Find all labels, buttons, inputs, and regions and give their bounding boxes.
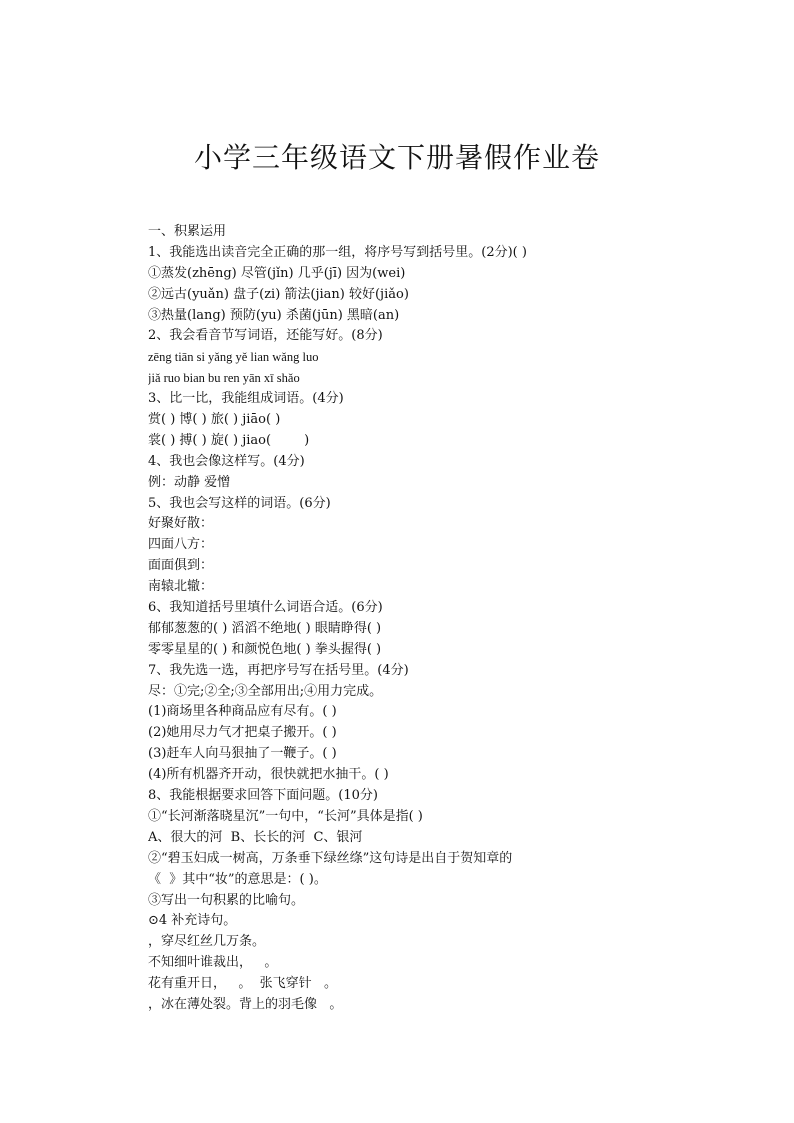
question-3-row-2: 裳( ) 搏( ) 旋( ) jiao( ) xyxy=(148,432,310,448)
question-4: 4、我也会像这样写。(4分) xyxy=(148,453,305,469)
question-6-row-2: 零零星星的( ) 和颜悦色地( ) 拳头握得( ) xyxy=(148,641,382,657)
question-7: 7、我先选一选，再把序号写在括号里。(4分) xyxy=(148,662,409,678)
question-8-choices: A、很大的河 B、长长的河 C、银河 xyxy=(148,829,363,845)
idiom-line-3: 面面俱到： xyxy=(148,558,214,574)
question-8: 8、我能根据要求回答下面问题。(10分) xyxy=(148,788,378,804)
section-heading: 一、积累运用 xyxy=(148,224,227,239)
poem-line-1: ，穿尽红丝几万条。 xyxy=(148,934,266,950)
idiom-line-4: 南辕北辙： xyxy=(148,579,214,595)
question-7-definition: 尽：①完;②全;③全部用出;④用力完成。 xyxy=(148,683,383,699)
idiom-line-1: 好聚好散： xyxy=(148,516,214,532)
document-body xyxy=(148,222,708,1016)
pinyin-line-2: jiǎ ruo bian bu ren yān xī shǎo xyxy=(148,371,300,386)
question-3-row-1: 赏( ) 博( ) 旅( ) jiāo( ) xyxy=(148,412,281,428)
question-4-example: 例：动静 爱憎 xyxy=(148,474,231,490)
question-2: 2、我会看音节写词语，还能写好。(8分) xyxy=(148,328,383,344)
poem-line-3: 花有重开日， 。 张飞穿针 。 xyxy=(148,976,338,992)
question-1-option-2: ②远古(yuǎn) 盘子(zi) 箭法(jian) 较好(jiǎo) xyxy=(148,286,409,302)
poem-line-2: 不知细叶谁裁出， 。 xyxy=(148,955,278,971)
idiom-line-2: 四面八方： xyxy=(148,537,214,553)
question-8-part-2-continued: 《 》其中“妆”的意思是：( )。 xyxy=(148,871,327,887)
pinyin-line-1: zēng tiān si yǎng yě lian wǎng luo xyxy=(148,350,319,365)
question-7-item-4: (4)所有机器齐开动，很快就把水抽干。( ) xyxy=(148,767,389,783)
question-7-item-2: (2)她用尽力气才把桌子搬开。( ) xyxy=(148,725,337,741)
question-8-part-4: ⊙4 补充诗句。 xyxy=(148,913,237,929)
question-8-part-1: ①“长河渐落晓星沉”一句中，“长河”具体是指( ) xyxy=(148,808,423,824)
question-7-item-3: (3)赶车人向马狠抽了一鞭子。( ) xyxy=(148,746,337,762)
question-1-option-1: ①蒸发(zhēng) 尽管(jǐn) 几乎(jī) 因为(wei) xyxy=(148,265,406,281)
question-8-part-2: ②“碧玉妇成一树高，万条垂下绿丝绦”这句诗是出自于贺知章的 xyxy=(148,850,513,866)
question-1-option-3: ③热量(lang) 预防(yu) 杀菌(jūn) 黑暗(an) xyxy=(148,307,400,323)
question-8-part-3: ③写出一句积累的比喻句。 xyxy=(148,892,305,908)
question-5: 5、我也会写这样的词语。(6分) xyxy=(148,495,331,511)
question-6: 6、我知道括号里填什么词语合适。(6分) xyxy=(148,600,383,616)
question-3: 3、比一比，我能组成词语。(4分) xyxy=(148,391,344,407)
poem-line-4: ，冰在薄处裂。背上的羽毛像 。 xyxy=(148,996,343,1012)
question-6-row-1: 郁郁葱葱的( ) 滔滔不绝地( ) 眼睛睁得( ) xyxy=(148,620,382,636)
question-7-item-1: (1)商场里各种商品应有尽有。( ) xyxy=(148,704,337,720)
question-1: 1、我能选出读音完全正确的那一组，将序号写到括号里。(2分)( ) xyxy=(148,244,527,260)
page-title: 小学三年级语文下册暑假作业卷 xyxy=(193,141,600,174)
